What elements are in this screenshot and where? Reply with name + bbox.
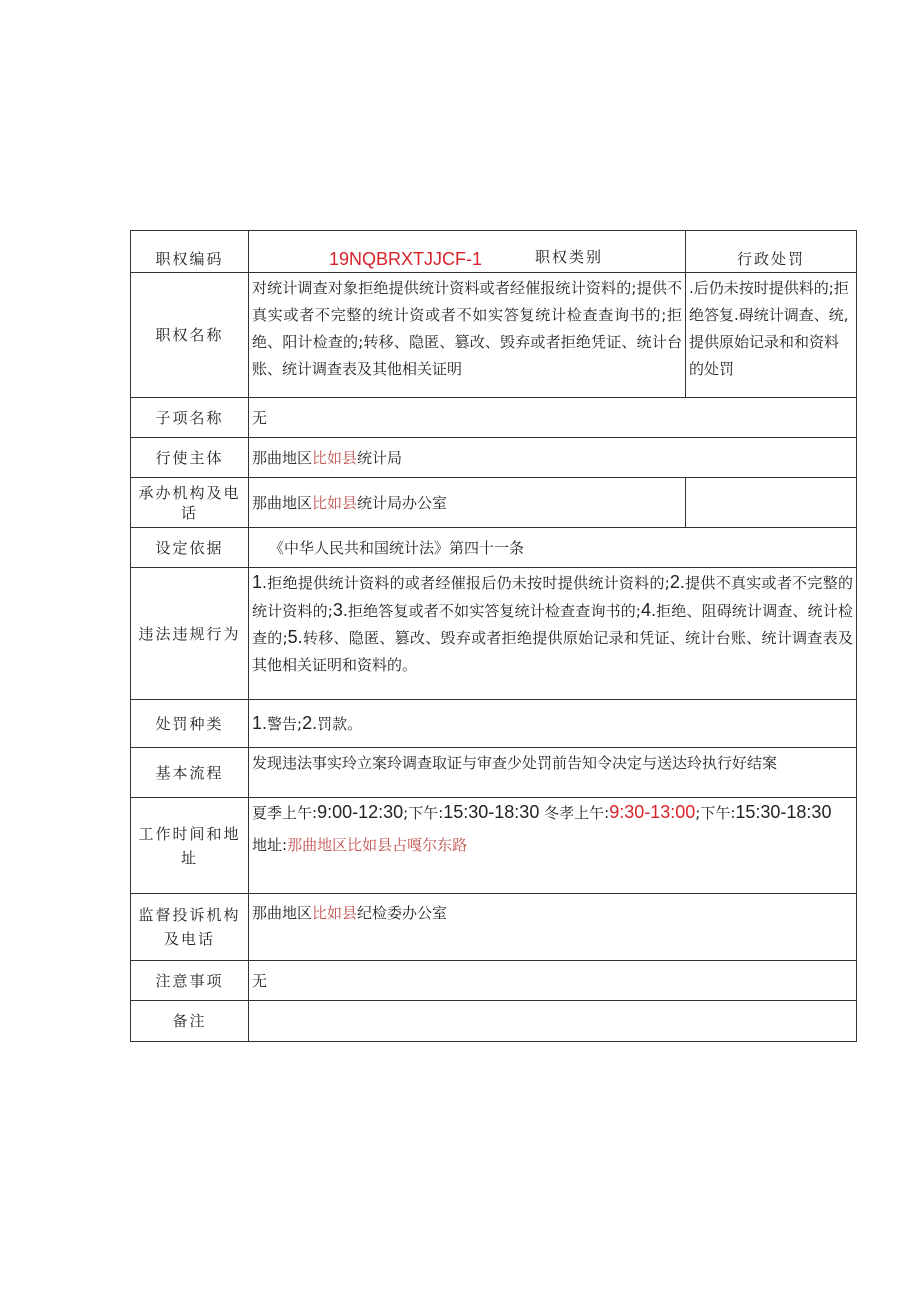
violation-num-1: 1. (252, 572, 268, 592)
power-name-main: 对统计调查对象拒绝提供统计资料或者经催报统计资料的;提供不真实或者不完整的统计资或者不如实答复统计检查查询书的;拒绝、阳计检查的;转移、隐匿、篡改、毁弃或者拒绝凭证、统计台账、统计调查表及其他相关证明 (249, 273, 686, 398)
summer-am: 9:00-12:30 (317, 802, 404, 822)
notes-value: 无 (249, 961, 857, 1001)
penalty-num-1: 1. (252, 713, 268, 733)
winter-am: 9:30-13:00 (609, 802, 696, 822)
process-value: 发现违法事实玲立案玲调查取证与审查少处罚前告知令决定与送达玲执行好结案 (249, 748, 857, 798)
penalty-text-2: 罚款。 (317, 715, 363, 733)
basis-value: 《中华人民共和国统计法》第四十一条 (249, 528, 857, 568)
row-exercise-body (131, 438, 857, 478)
row-handling-org (131, 478, 857, 528)
remarks-label: 备注 (131, 1001, 249, 1042)
power-info-table (130, 230, 857, 1042)
violation-text-3: 拒绝答复或者不如实答复统计检查查询书的; (347, 601, 641, 620)
violation-num-2: 2. (669, 572, 685, 592)
supervision-value (249, 894, 857, 961)
remarks-value (249, 1001, 857, 1042)
supervision-county: 比如县 (312, 904, 358, 922)
exercise-body-value (249, 438, 857, 478)
row-notes (131, 961, 857, 1001)
row-power-code (131, 231, 857, 273)
address-value: 那曲地区比如县占嘎尔东路 (287, 836, 468, 854)
power-code-cell (249, 231, 686, 273)
work-time-value (249, 798, 857, 894)
penalty-text-1: 警告; (267, 715, 303, 733)
handling-org-county: 比如县 (312, 493, 358, 512)
winter-label: 冬孝上午: (544, 804, 610, 822)
row-process (131, 748, 857, 798)
power-name-label: 职权名称 (131, 273, 249, 398)
power-code-label: 职权编码 (131, 231, 249, 273)
winter-pm-label: ;下午: (695, 804, 736, 822)
exercise-body-prefix: 那曲地区 (252, 448, 313, 467)
row-remarks (131, 1001, 857, 1042)
winter-pm: 15:30-18:30 (735, 802, 832, 822)
handling-org-phone (686, 478, 857, 528)
supervision-prefix: 那曲地区 (252, 904, 313, 922)
summer-label: 夏季上午: (252, 804, 318, 822)
handling-org-prefix: 那曲地区 (252, 493, 313, 512)
handling-org-value (249, 478, 686, 528)
work-time-label: 工作时间和地址 (131, 798, 249, 894)
exercise-body-label: 行使主体 (131, 438, 249, 478)
violations-label: 违法违规行为 (131, 568, 249, 700)
summer-pm: 15:30-18:30 (443, 802, 540, 822)
basis-label: 设定依据 (131, 528, 249, 568)
sub-item-label: 子项名称 (131, 398, 249, 438)
penalty-num-2: 2. (302, 713, 318, 733)
row-violations (131, 568, 857, 700)
supervision-label: 监督投诉机构及电话 (131, 894, 249, 961)
summer-pm-label: ;下午: (403, 804, 444, 822)
violation-text-1: 拒绝提供统计资料的或者经催报后仍未按时提供统计资料的; (267, 574, 670, 592)
row-basis (131, 528, 857, 568)
violations-value (249, 568, 857, 700)
sub-item-value: 无 (249, 398, 857, 438)
violation-text-2: 提供不真实或者不完整的统计资料的; (252, 574, 853, 620)
process-label: 基本流程 (131, 748, 249, 798)
penalties-label: 处罚种类 (131, 700, 249, 748)
handling-org-suffix: 统计局办公室 (357, 493, 448, 512)
exercise-body-suffix: 统计局 (357, 448, 403, 467)
row-power-name (131, 273, 857, 398)
penalties-value (249, 700, 857, 748)
power-type-label: 职权类别 (535, 248, 604, 266)
exercise-body-county: 比如县 (312, 448, 358, 467)
power-code-value: 19NQBRXTJJCF-1 (329, 249, 483, 269)
row-work-time (131, 798, 857, 894)
supervision-suffix: 纪检委办公室 (357, 904, 448, 922)
power-type-value: 行政处罚 (686, 231, 857, 273)
violation-num-3: 3. (332, 599, 348, 620)
violation-num-5: 5. (287, 627, 303, 647)
violation-text-5: 转移、隐匿、篡改、毁弃或者拒绝提供原始记录和凭证、统计台账、统计调查表及其他相关证明和资料的。 (252, 629, 853, 674)
power-name-side: .后仍未按时提供料的;拒绝答复.碍统计调查、统,提供原始记录和和资料的处罚 (686, 273, 857, 398)
handling-org-label: 承办机构及电话 (131, 478, 249, 528)
row-supervision (131, 894, 857, 961)
violation-num-4: 4. (640, 599, 656, 620)
violation-text-4: 拒绝、阻碍统计调查、统计检查的; (252, 601, 853, 647)
address-label: 地址: (252, 836, 288, 854)
row-penalties (131, 700, 857, 748)
notes-label: 注意事项 (131, 961, 249, 1001)
row-sub-item (131, 398, 857, 438)
